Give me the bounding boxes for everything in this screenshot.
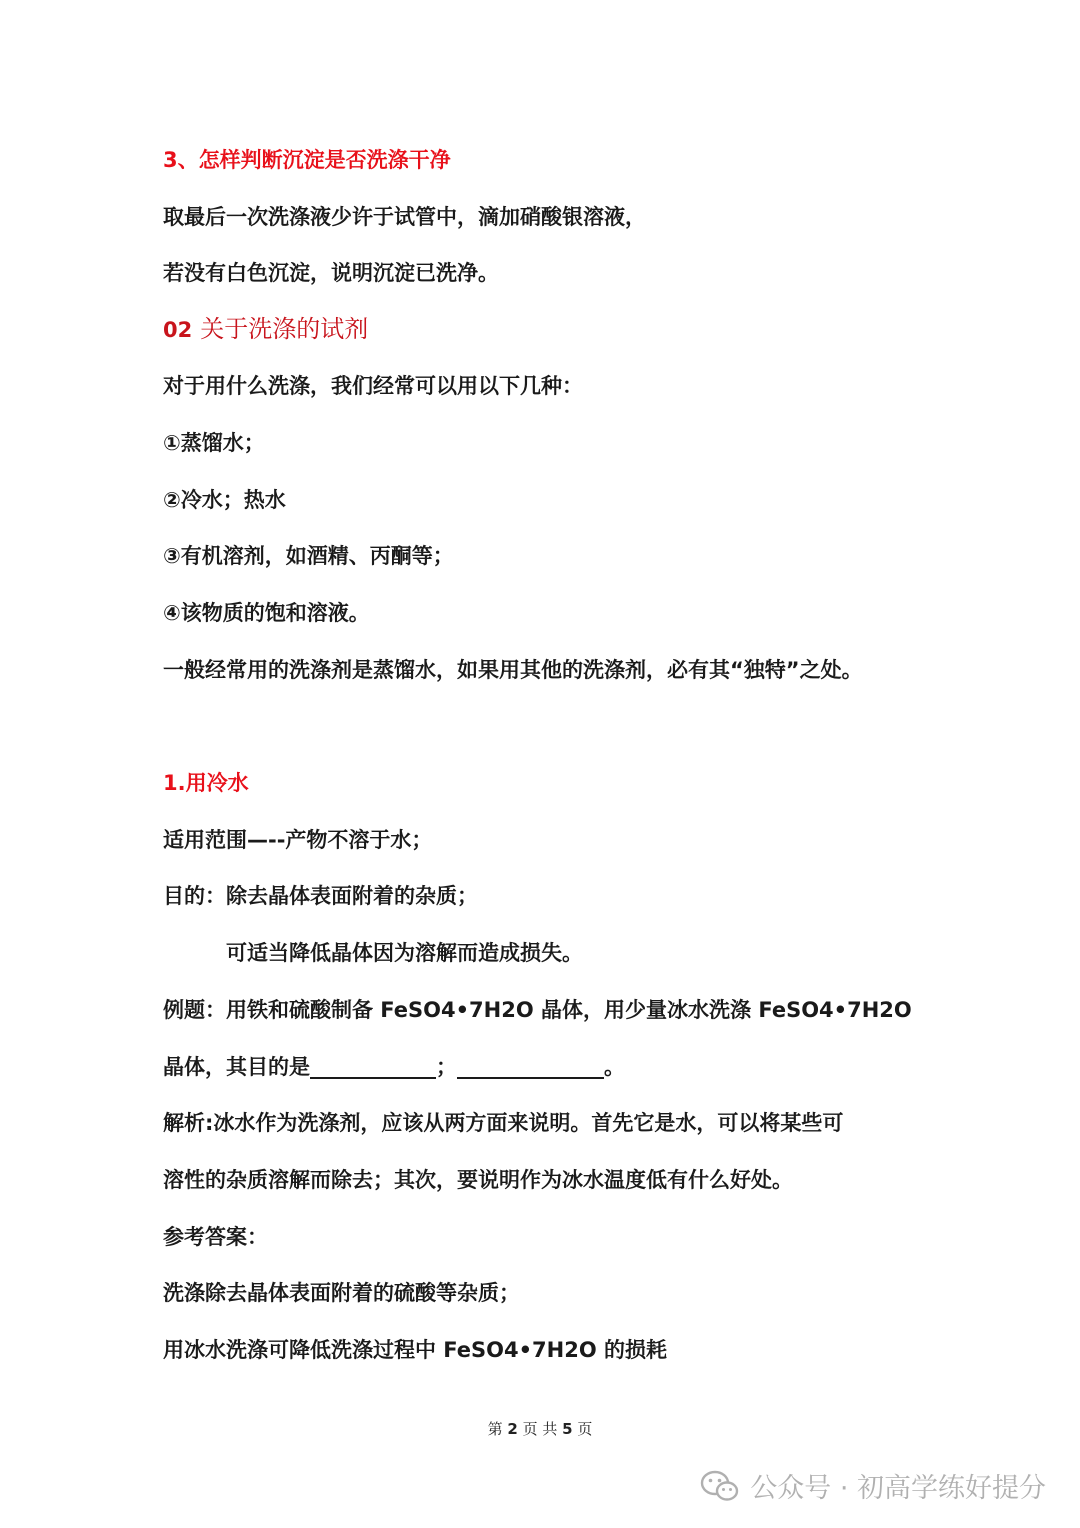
- purpose-line: 目的：除去晶体表面附着的杂质；: [163, 884, 478, 908]
- scope-line: 适用范围—--产物不溶于水；: [163, 828, 433, 852]
- answer-line-2: 用冰水洗涤可降低洗涤过程中 FeSO4•7H2O 的损耗: [163, 1338, 668, 1362]
- section02-heading: [163, 314, 368, 345]
- footer-page-number: 2: [507, 1420, 518, 1438]
- example-line-1: 例题：用铁和硫酸制备 FeSO4•7H2O 晶体，用少量冰水洗涤 FeSO4•7H2O: [163, 998, 912, 1022]
- section02-intro: 对于用什么洗涤，我们经常可以用以下几种：: [163, 374, 583, 398]
- footer-suffix: 页: [577, 1420, 593, 1438]
- list-item: ①蒸馏水；: [163, 431, 265, 455]
- page-footer: [0, 1418, 1080, 1439]
- footer-total-pages: 5: [562, 1420, 573, 1438]
- watermark-text: 公众号 · 初高学练好提分: [750, 1473, 1046, 1504]
- list-item: ③有机溶剂，如酒精、丙酮等；: [163, 544, 454, 568]
- example-line-2: 晶体，其目的是____________；______________。: [163, 1055, 625, 1079]
- analysis-line-2: 溶性的杂质溶解而除去；其次，要说明作为冰水温度低有什么好处。: [163, 1168, 793, 1192]
- list-item: ②冷水；热水: [163, 488, 286, 512]
- section02-number: 02: [163, 318, 193, 342]
- section3-heading: 3、怎样判断沉淀是否洗涤干净: [163, 148, 451, 172]
- answer-line-1: 洗涤除去晶体表面附着的硫酸等杂质；: [163, 1281, 520, 1305]
- wechat-icon: [700, 1469, 740, 1503]
- purpose-line-2: 可适当降低晶体因为溶解而造成损失。: [226, 941, 583, 965]
- section02-summary: 一般经常用的洗涤剂是蒸馏水，如果用其他的洗涤剂，必有其“独特”之处。: [163, 658, 863, 682]
- cold-water-heading: 1.用冷水: [163, 771, 249, 795]
- analysis-line-1: 解析:冰水作为洗涤剂，应该从两方面来说明。首先它是水，可以将某些可: [163, 1111, 844, 1135]
- list-item: ④该物质的饱和溶液。: [163, 601, 370, 625]
- footer-prefix: 第: [487, 1420, 503, 1438]
- answer-label: 参考答案：: [163, 1225, 268, 1249]
- section3-line1: 取最后一次洗涤液少许于试管中，滴加硝酸银溶液，: [163, 205, 646, 229]
- section02-title: 关于洗涤的试剂: [200, 315, 369, 343]
- watermark: [700, 1466, 1046, 1505]
- section3-line2: 若没有白色沉淀，说明沉淀已洗净。: [163, 261, 499, 285]
- footer-middle: 页 共: [522, 1420, 558, 1438]
